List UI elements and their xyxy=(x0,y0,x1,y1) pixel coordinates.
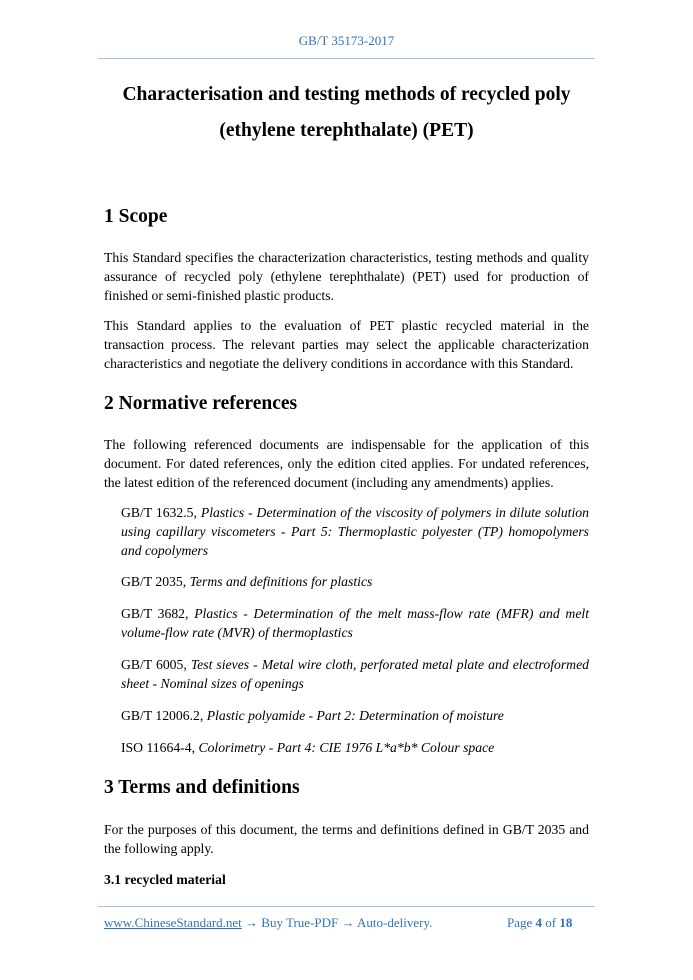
reference-title: Test sieves - Metal wire cloth, perforated metal plate and electroformed sheet - Nominal sizes of openings xyxy=(121,657,589,691)
reference-code: GB/T 1632.5, xyxy=(121,505,201,520)
reference-item xyxy=(121,604,589,642)
footer-links xyxy=(104,915,432,931)
header-divider xyxy=(98,58,595,59)
reference-code: GB/T 12006.2, xyxy=(121,708,207,723)
of-label: of xyxy=(545,915,557,930)
reference-code: GB/T 6005, xyxy=(121,657,191,672)
section-heading-terms: 3 Terms and definitions xyxy=(104,777,300,798)
section-heading-normative-references: 2 Normative references xyxy=(104,393,298,414)
document-title-line-1: Characterisation and testing methods of recycled poly xyxy=(122,84,571,105)
normative-intro: The following referenced documents are indispensable for the application of this document. For dated references, only the edition cited applies. For undated references, the latest edition of the referenced document (including any amendments) applies. xyxy=(104,437,589,490)
page-label: Page xyxy=(507,915,533,930)
buy-true-pdf-link[interactable]: Buy True-PDF xyxy=(261,915,339,930)
footer-divider xyxy=(98,906,595,907)
auto-delivery-text: Auto-delivery. xyxy=(357,915,433,930)
terms-intro: For the purposes of this document, the terms and definitions defined in GB/T 2035 and the following apply. xyxy=(104,822,589,856)
subsection-heading-recycled-material: 3.1 recycled material xyxy=(104,872,226,887)
reference-title: Plastics - Determination of the viscosity of polymers in dilute solution using capillary viscometers - Part 5: Thermoplastic polyester (TP) homopolymers and copolymers xyxy=(121,505,589,558)
section-heading-scope: 1 Scope xyxy=(104,206,168,227)
reference-item xyxy=(121,706,589,725)
running-header: GB/T 35173-2017 xyxy=(298,33,395,48)
page-total: 18 xyxy=(559,915,573,930)
arrow-right-icon: → xyxy=(241,915,262,930)
reference-title: Plastic polyamide - Part 2: Determination of moisture xyxy=(206,708,504,723)
reference-code: GB/T 3682, xyxy=(121,606,195,621)
reference-code: GB/T 2035, xyxy=(121,574,190,589)
page-current: 4 xyxy=(535,915,543,930)
reference-code: ISO 11664-4, xyxy=(121,740,199,755)
reference-item xyxy=(121,503,589,560)
scope-paragraph-2: This Standard applies to the evaluation of PET plastic recycled material in the transaction process. The relevant parties may select the applicable characterization characteristics and negotiate the delivery conditions in accordance with this Standard. xyxy=(104,318,589,371)
reference-title: Colorimetry - Part 4: CIE 1976 L*a*b* Colour space xyxy=(198,740,495,755)
scope-paragraph-1: This Standard specifies the characterization characteristics, testing methods and quality assurance of recycled poly (ethylene terephthalate) (PET) used for production of finished or semi-finished plastic products. xyxy=(104,250,589,303)
arrow-right-icon: → xyxy=(338,915,358,930)
reference-item xyxy=(121,572,589,591)
reference-item xyxy=(121,738,589,757)
site-link[interactable]: www.ChineseStandard.net xyxy=(104,915,242,930)
page-number xyxy=(507,915,572,931)
reference-title: Terms and definitions for plastics xyxy=(189,574,373,589)
document-title-line-2: (ethylene terephthalate) (PET) xyxy=(219,120,474,141)
reference-title: Plastics - Determination of the melt mass-flow rate (MFR) and melt volume-flow rate (MVR) of thermoplastics xyxy=(121,606,589,640)
reference-item xyxy=(121,655,589,693)
